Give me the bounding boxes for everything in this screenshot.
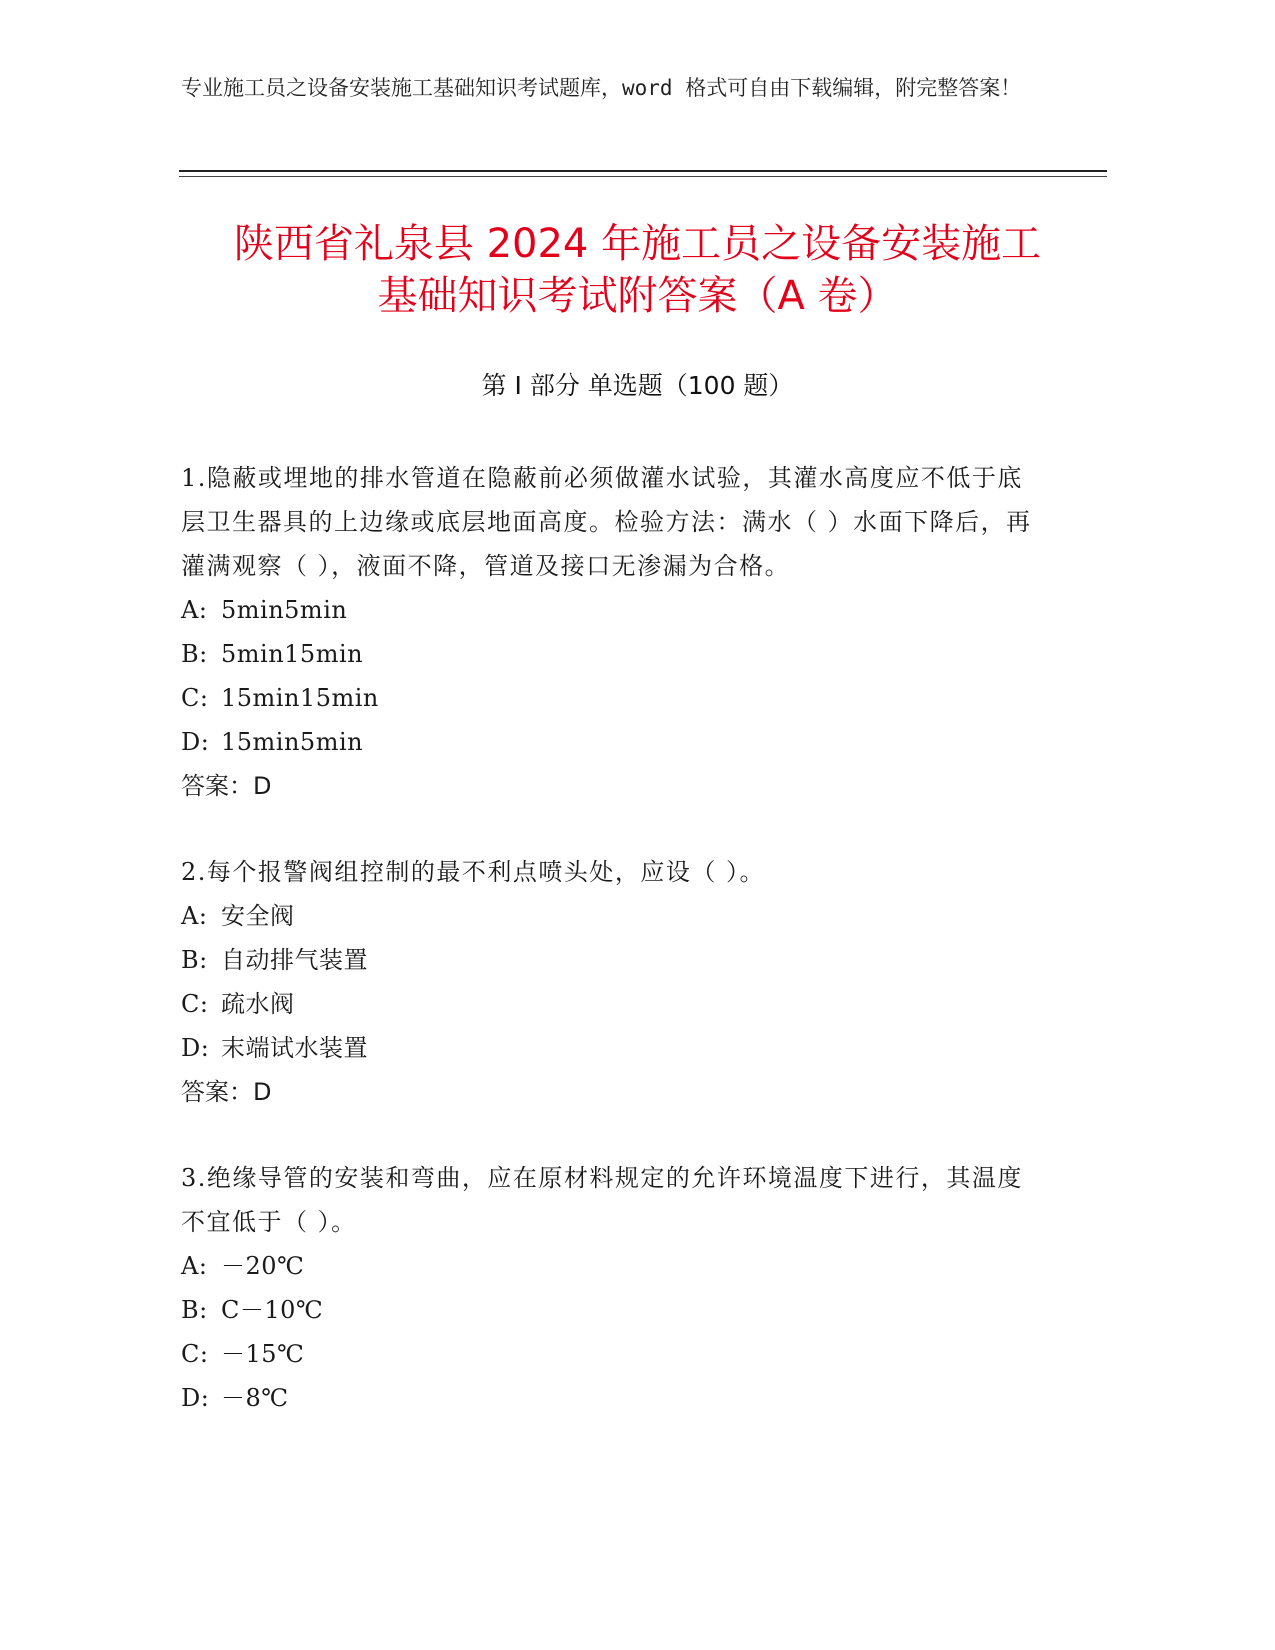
question-stem: 1.隐蔽或埋地的排水管道在隐蔽前必须做灌水试验，其灌水高度应不低于底层卫生器具的上边缘或底层地面高度。检验方法：满水（ ）水面下降后，再灌满观察（ ），液面不降，管道及接口无渗漏为合格。 (181, 464, 1032, 580)
option-text: 5min5min (221, 596, 348, 624)
question-stem: 3.绝缘导管的安装和弯曲，应在原材料规定的允许环境温度下进行，其温度不宜低于（ ）。 (181, 1164, 1023, 1236)
option-c (181, 982, 1041, 1026)
option-key: A: (181, 596, 208, 624)
question-1 (181, 456, 1041, 808)
option-text: 自动排气装置 (221, 946, 368, 974)
option-key: B: (181, 946, 208, 974)
option-a (181, 1244, 1041, 1288)
answer-value: D (253, 1078, 272, 1106)
option-text: －20℃ (221, 1252, 305, 1280)
option-text: 5min15min (221, 640, 364, 668)
option-key: D: (181, 728, 210, 756)
option-key: C: (181, 990, 209, 1018)
section-title: 第 I 部分 单选题（100 题） (481, 371, 794, 400)
option-text: 安全阀 (221, 902, 295, 930)
option-text: 末端试水装置 (221, 1034, 368, 1062)
option-d (181, 720, 1041, 764)
document-title-line-2: 基础知识考试附答案（A 卷） (377, 273, 898, 319)
option-b (181, 1288, 1041, 1332)
header-note: 专业施工员之设备安装施工基础知识考试题库，word 格式可自由下载编辑，附完整答案！ (181, 76, 1022, 100)
option-b (181, 632, 1041, 676)
option-key: A: (181, 902, 208, 930)
question-3 (181, 1156, 1041, 1420)
answer-line (181, 764, 1041, 808)
document-title-line-1: 陕西省礼泉县 2024 年施工员之设备安装施工 (233, 221, 1042, 267)
answer-label: 答案： (181, 772, 253, 800)
option-key: B: (181, 640, 208, 668)
option-key: C: (181, 684, 209, 712)
option-key: D: (181, 1384, 210, 1412)
option-text: 15min5min (221, 728, 364, 756)
option-text: －8℃ (221, 1384, 289, 1412)
option-a (181, 894, 1041, 938)
option-text: 15min15min (221, 684, 379, 712)
option-d (181, 1026, 1041, 1070)
option-text: C－10℃ (221, 1296, 324, 1324)
question-2 (181, 850, 1041, 1114)
option-a (181, 588, 1041, 632)
option-c (181, 676, 1041, 720)
question-stem: 2.每个报警阀组控制的最不利点喷头处，应设（ ）。 (181, 858, 766, 886)
option-text: －15℃ (221, 1340, 305, 1368)
header-rule-thin (179, 176, 1107, 177)
option-b (181, 938, 1041, 982)
answer-value: D (253, 772, 272, 800)
option-key: A: (181, 1252, 208, 1280)
option-key: B: (181, 1296, 208, 1324)
answer-label: 答案： (181, 1078, 253, 1106)
question-list (181, 456, 1041, 1462)
document-title (150, 218, 1125, 322)
option-text: 疏水阀 (221, 990, 295, 1018)
option-key: C: (181, 1340, 209, 1368)
option-d (181, 1376, 1041, 1420)
header-rule-thick (179, 170, 1107, 172)
answer-line (181, 1070, 1041, 1114)
option-c (181, 1332, 1041, 1376)
option-key: D: (181, 1034, 210, 1062)
